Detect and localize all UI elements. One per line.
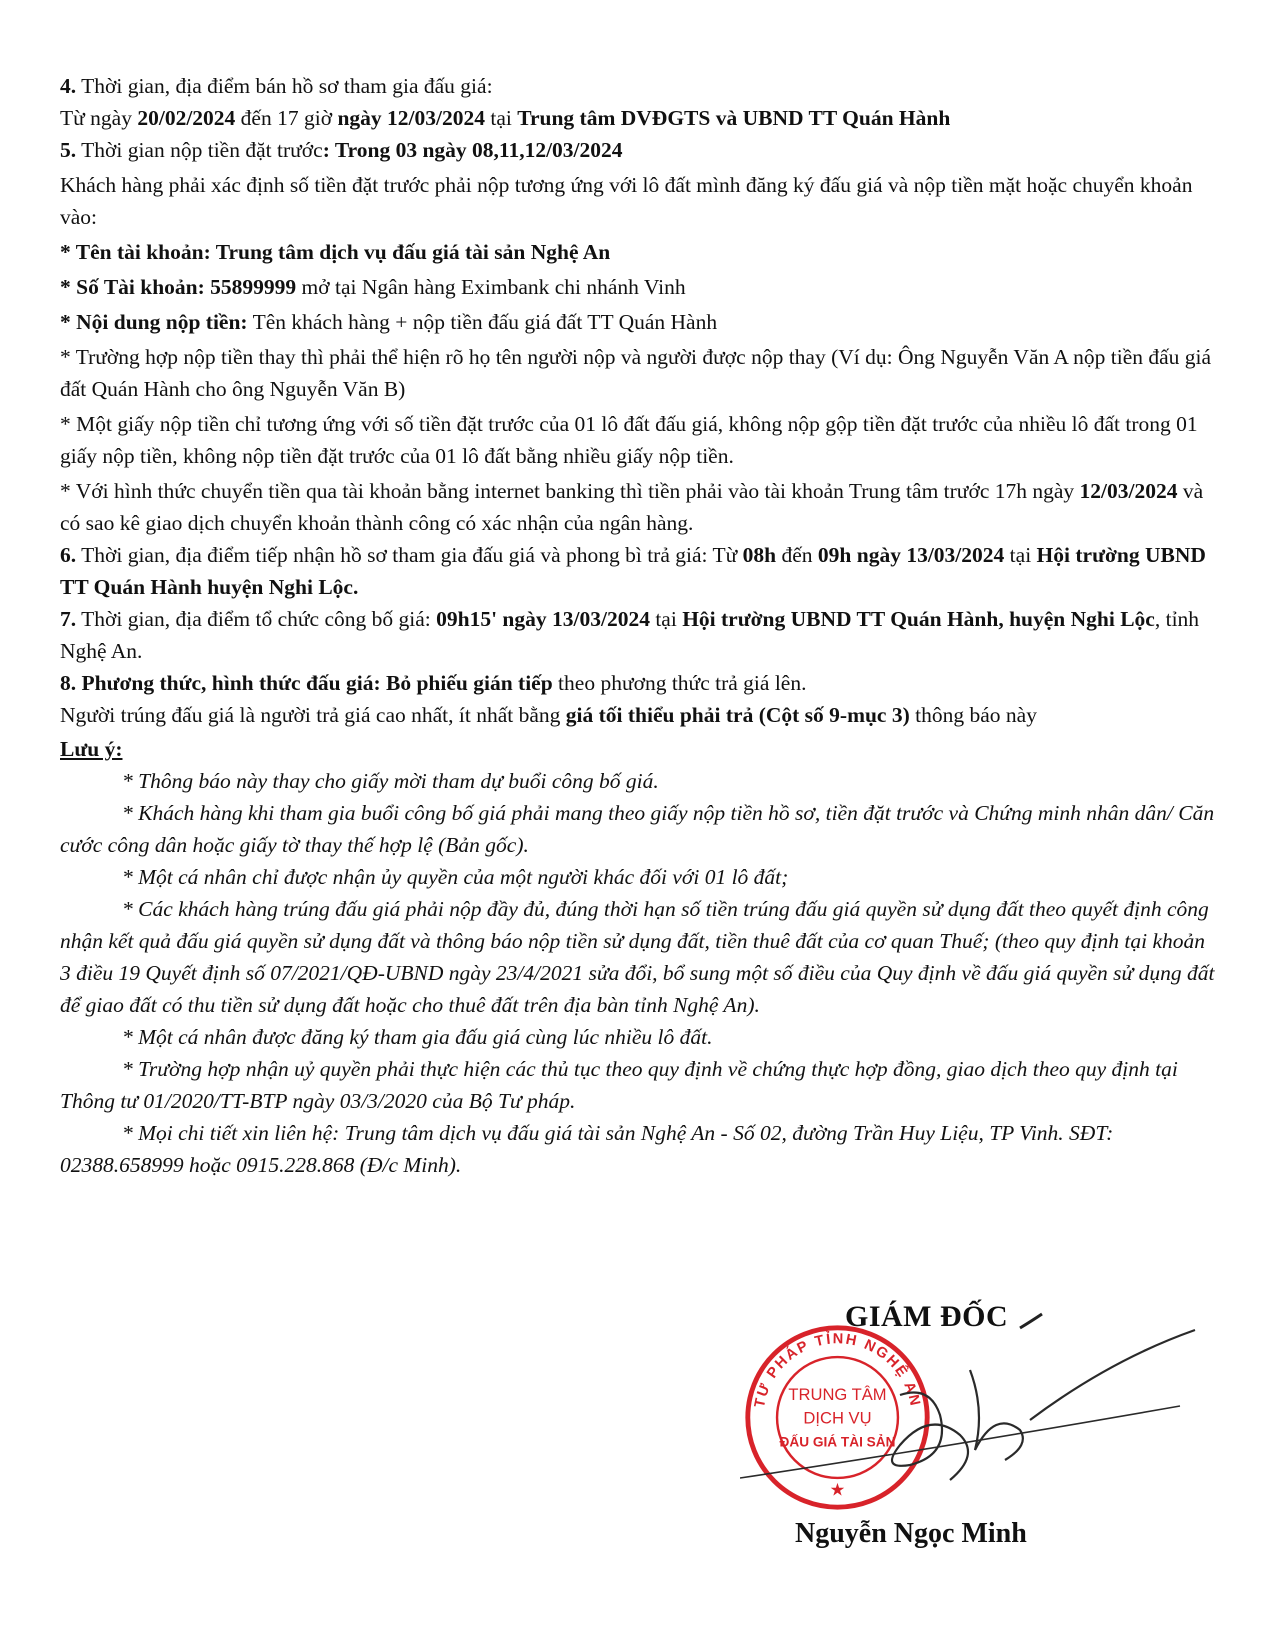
text: , tỉnh Nghệ An. xyxy=(60,607,1200,663)
text: thông báo này xyxy=(909,703,1037,727)
bullet-one-slip: * Một giấy nộp tiền chỉ tương ứng với số tiền đặt trước của 01 lô đất đấu giá, không nộp gộp tiền đặt trước của nhiều lô đất trong 01 giấy nộp tiền, không nộp tiền đặt trước của 01 lô đất bằng nhiều giấy nộp tiền. xyxy=(60,412,1198,468)
account-name-text: * Tên tài khoản: Trung tâm dịch vụ đấu giá tài sản Nghệ An xyxy=(60,240,611,264)
section-5-title xyxy=(60,134,1220,166)
section-6 xyxy=(60,539,1220,603)
note-item: * Thông báo này thay cho giấy mời tham dự buổi công bố giá. xyxy=(122,769,659,793)
stamp-line: ĐẤU GIÁ TÀI SẢN xyxy=(779,1434,896,1450)
start-date: 20/02/2024 xyxy=(137,106,236,130)
notes-title: Lưu ý: xyxy=(60,737,123,761)
section-text: Thời gian, địa điểm bán hồ sơ tham gia đấu giá: xyxy=(76,74,493,98)
section-text: Thời gian nộp tiền đặt trước xyxy=(76,138,323,162)
note-item: * Một cá nhân chỉ được nhận ủy quyền của một người khác đối với 01 lô đất; xyxy=(122,865,789,889)
payment-content-label: * Nội dung nộp tiền: xyxy=(60,310,248,334)
place: Trung tâm DVĐGTS và UBND TT Quán Hành xyxy=(517,106,951,130)
handwritten-signature xyxy=(740,1300,1220,1520)
text: đến xyxy=(776,543,818,567)
note-item: * Các khách hàng trúng đấu giá phải nộp đầy đủ, đúng thời hạn số tiền trúng đấu giá quyền sử dụng đất theo quyết định công nhận kết quả đấu giá quyền sử dụng đất và thông báo nộp tiền sử dụng đất, tiền thuê đất của cơ quan Thuế; (theo quy định tại khoản 3 điều 19 Quyết định số 07/2021/QĐ-UBND ngày 23/4/2021 sửa đổi, bổ sung một số điều của Quy định về đấu giá quyền sử dụng đất để giao đất có thu tiền sử dụng đất hoặc cho thuê đất trên địa bàn tỉnh Nghệ An). xyxy=(60,897,1215,1017)
account-number xyxy=(60,271,1220,303)
place: Hội trường UBND TT Quán Hành, huyện Nghi Lộc xyxy=(682,607,1155,631)
place: Hội trường UBND TT Quán Hành huyện Nghi Lộc. xyxy=(60,543,1206,599)
section-8 xyxy=(60,667,1220,699)
start-hour: 08h xyxy=(742,543,777,567)
account-number-label: * Số Tài khoản: 55899999 xyxy=(60,275,297,299)
text: theo phương thức trả giá lên. xyxy=(552,671,807,695)
payment-content-text: Tên khách hàng + nộp tiền đấu giá đất TT Quán Hành xyxy=(247,310,718,334)
deposit-instruction: Khách hàng phải xác định số tiền đặt trước phải nộp tương ứng với lô đất mình đăng ký đấu giá và nộp tiền mặt hoặc chuyển khoản vào: xyxy=(60,173,1193,229)
auction-method: 8. Phương thức, hình thức đấu giá: Bỏ phiếu gián tiếp xyxy=(60,671,553,695)
bullet-proxy-payment: * Trường hợp nộp tiền thay thì phải thể hiện rõ họ tên người nộp và người được nộp thay (Ví dụ: Ông Nguyễn Văn A nộp tiền đấu giá đất Quán Hành cho ông Nguyễn Văn B) xyxy=(60,345,1212,401)
text: và có sao kê giao dịch chuyển khoản thành công có xác nhận của ngân hàng. xyxy=(60,479,1204,535)
announce-time: 09h15' ngày 13/03/2024 xyxy=(436,607,650,631)
text: Từ ngày xyxy=(60,106,138,130)
section-number: 7. xyxy=(60,607,77,631)
signer-title: GIÁM ĐỐC xyxy=(845,1300,1009,1333)
section-number: 6. xyxy=(60,543,77,567)
note-item: * Một cá nhân được đăng ký tham gia đấu giá cùng lúc nhiều lô đất. xyxy=(122,1025,713,1049)
note-item: * Mọi chi tiết xin liên hệ: Trung tâm dịch vụ đấu giá tài sản Nghệ An - Số 02, đường Trần Huy Liệu, TP Vinh. SĐT: 02388.658999 hoặc 0915.228.868 (Đ/c Minh). xyxy=(60,1121,1114,1177)
section-7 xyxy=(60,603,1220,667)
end-date: ngày 12/03/2024 xyxy=(337,106,485,130)
star-icon: ★ xyxy=(829,1479,846,1500)
text: tại xyxy=(484,106,518,130)
signature-block xyxy=(740,1300,1220,1590)
deadline-date: 12/03/2024 xyxy=(1079,479,1178,503)
section-number: 4. xyxy=(60,74,77,98)
stamp-line: TRUNG TÂM xyxy=(788,1384,887,1404)
note-item: * Trường hợp nhận uỷ quyền phải thực hiện các thủ tục theo quy định về chứng thực hợp đồng, giao dịch theo quy định tại Thông tư 01/2020/TT-BTP ngày 03/3/2020 của Bộ Tư pháp. xyxy=(60,1057,1178,1113)
text: Thời gian, địa điểm tổ chức công bố giá: xyxy=(76,607,437,631)
text: đến 17 giờ xyxy=(235,106,338,130)
account-name xyxy=(60,236,1220,268)
text: tại xyxy=(649,607,683,631)
bullet-internet-banking xyxy=(60,475,1220,539)
minimum-price: giá tối thiểu phải trả (Cột số 9-mục 3) xyxy=(565,703,910,727)
section-number: 5. xyxy=(60,138,77,162)
text: Thời gian, địa điểm tiếp nhận hồ sơ tham gia đấu giá và phong bì trả giá: Từ xyxy=(76,543,743,567)
document-body xyxy=(60,70,1220,1181)
text: Người trúng đấu giá là người trả giá cao nhất, ít nhất bằng xyxy=(60,703,566,727)
text: tại xyxy=(1004,543,1037,567)
text: * Với hình thức chuyển tiền qua tài khoản bằng internet banking thì tiền phải vào tài khoản Trung tâm trước 17h ngày xyxy=(60,479,1080,503)
bank-name: mở tại Ngân hàng Eximbank chi nhánh Vinh xyxy=(296,275,686,299)
stamp-ring-text: TƯ PHÁP TỈNH NGHỆ AN xyxy=(752,1331,923,1409)
signer-name: Nguyễn Ngọc Minh xyxy=(795,1518,1027,1549)
winner-rule xyxy=(60,699,1220,731)
deposit-period: : Trong 03 ngày 08,11,12/03/2024 xyxy=(322,138,623,162)
note-item: * Khách hàng khi tham gia buổi công bố giá phải mang theo giấy nộp tiền hồ sơ, tiền đặt trước và Chứng minh nhân dân/ Căn cước công dân hoặc giấy tờ thay thế hợp lệ (Bản gốc). xyxy=(60,801,1215,857)
section-4-title xyxy=(60,70,1220,102)
section-4-detail xyxy=(60,102,1220,134)
end-hour: 09h ngày 13/03/2024 xyxy=(817,543,1005,567)
payment-content xyxy=(60,306,1220,338)
stamp-line: DỊCH VỤ xyxy=(803,1408,872,1428)
